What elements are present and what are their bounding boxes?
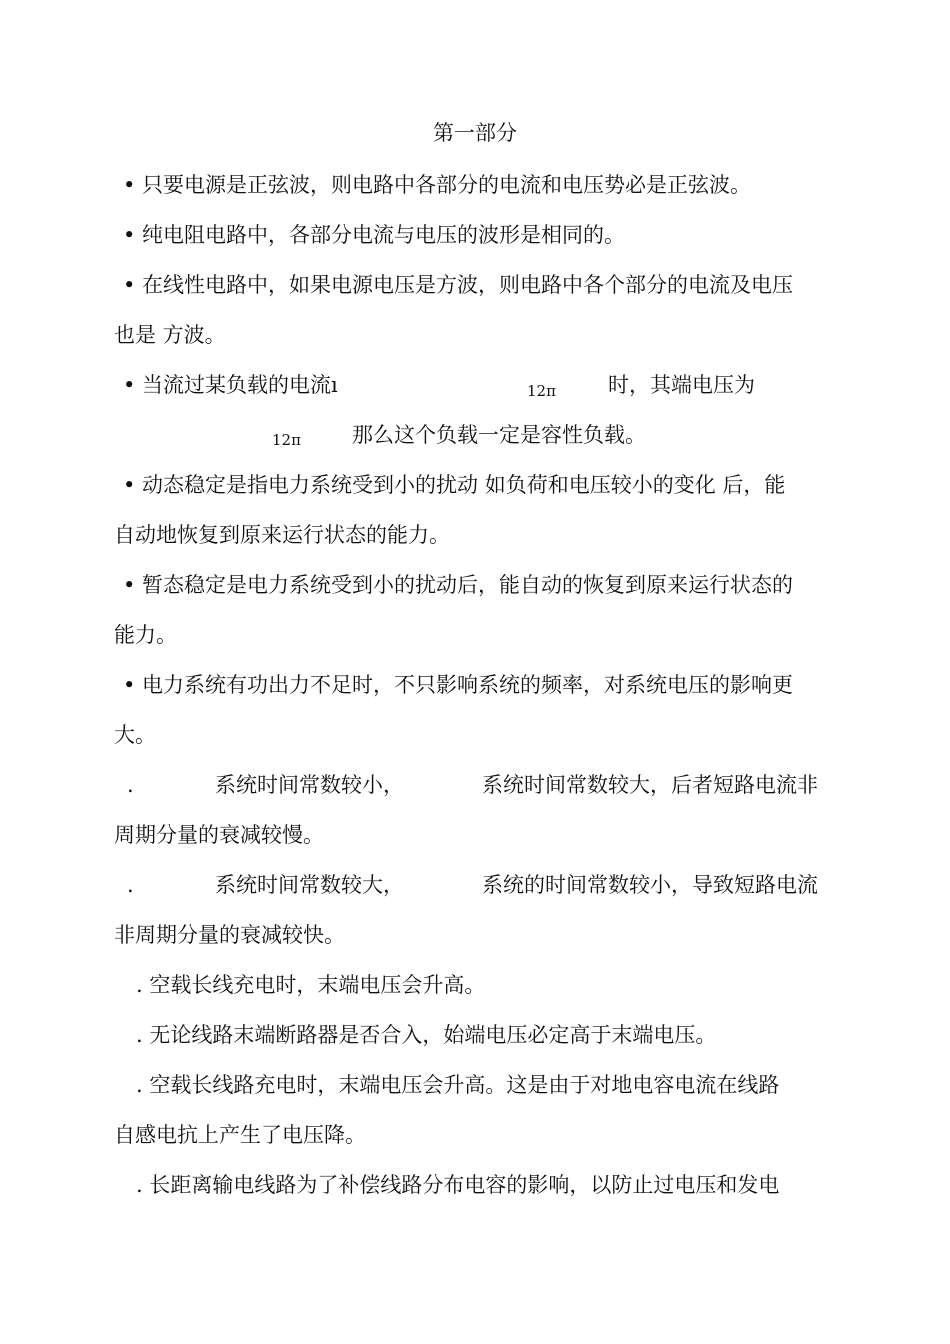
statement-5-continued: 自动地恢复到原来运行状态的能力。: [114, 523, 450, 547]
statement-10: . 空载长线充电时，末端电压会升高。: [136, 973, 486, 997]
statement-9-part-2: 系统的时间常数较小，导致短路电流: [482, 873, 818, 897]
statement-3: • 在线性电路中，如果电源电压是方波，则电路中各个部分的电流及电压: [123, 273, 794, 297]
statement-8-continued: 周期分量的衰减较慢。: [114, 823, 324, 847]
statement-13: . 长距离输电线路为了补偿线路分布电容的影响，以防止过电压和发电: [136, 1173, 780, 1197]
statement-3-continued: 也是 方波。: [114, 323, 226, 347]
statement-9-marker: .: [127, 873, 134, 897]
statement-6: • 暂态稳定是电力系统受到小的扰动后，能自动的恢复到原来运行状态的: [123, 573, 794, 597]
page-title: 第一部分: [433, 121, 517, 145]
statement-12: . 空载长线路充电时，末端电压会升高。这是由于对地电容电流在线路: [136, 1073, 780, 1097]
statement-4-part-3: 那么这个负载一定是容性负载。: [352, 423, 646, 447]
statement-12-continued: 自感电抗上产生了电压降。: [114, 1123, 366, 1147]
statement-9-continued: 非周期分量的衰减较快。: [114, 923, 345, 947]
statement-9-part-1: 系统时间常数较大，: [215, 873, 404, 897]
formula-value-1: 12π: [527, 382, 556, 400]
statement-2: • 纯电阻电路中，各部分电流与电压的波形是相同的。: [123, 223, 626, 247]
statement-8-part-1: 系统时间常数较小，: [215, 773, 404, 797]
statement-8-marker: .: [127, 773, 134, 797]
statement-7-continued: 大。: [114, 723, 156, 747]
formula-value-2: 12π: [272, 431, 301, 449]
statement-4-part-2: 时，其端电压为: [608, 373, 755, 397]
statement-5: • 动态稳定是指电力系统受到小的扰动 如负荷和电压较小的变化 后，能: [123, 473, 786, 497]
statement-8-part-2: 系统时间常数较大，后者短路电流非: [482, 773, 818, 797]
statement-11: . 无论线路末端断路器是否合入，始端电压必定高于末端电压。: [136, 1023, 717, 1047]
statement-4-part-1: • 当流过某负载的电流ı: [123, 373, 338, 397]
statement-6-continued: 能力。: [114, 623, 177, 647]
statement-7: • 电力系统有功出力不足时，不只影响系统的频率，对系统电压的影响更: [123, 673, 794, 697]
statement-1: • 只要电源是正弦波，则电路中各部分的电流和电压势必是正弦波。: [123, 173, 752, 197]
